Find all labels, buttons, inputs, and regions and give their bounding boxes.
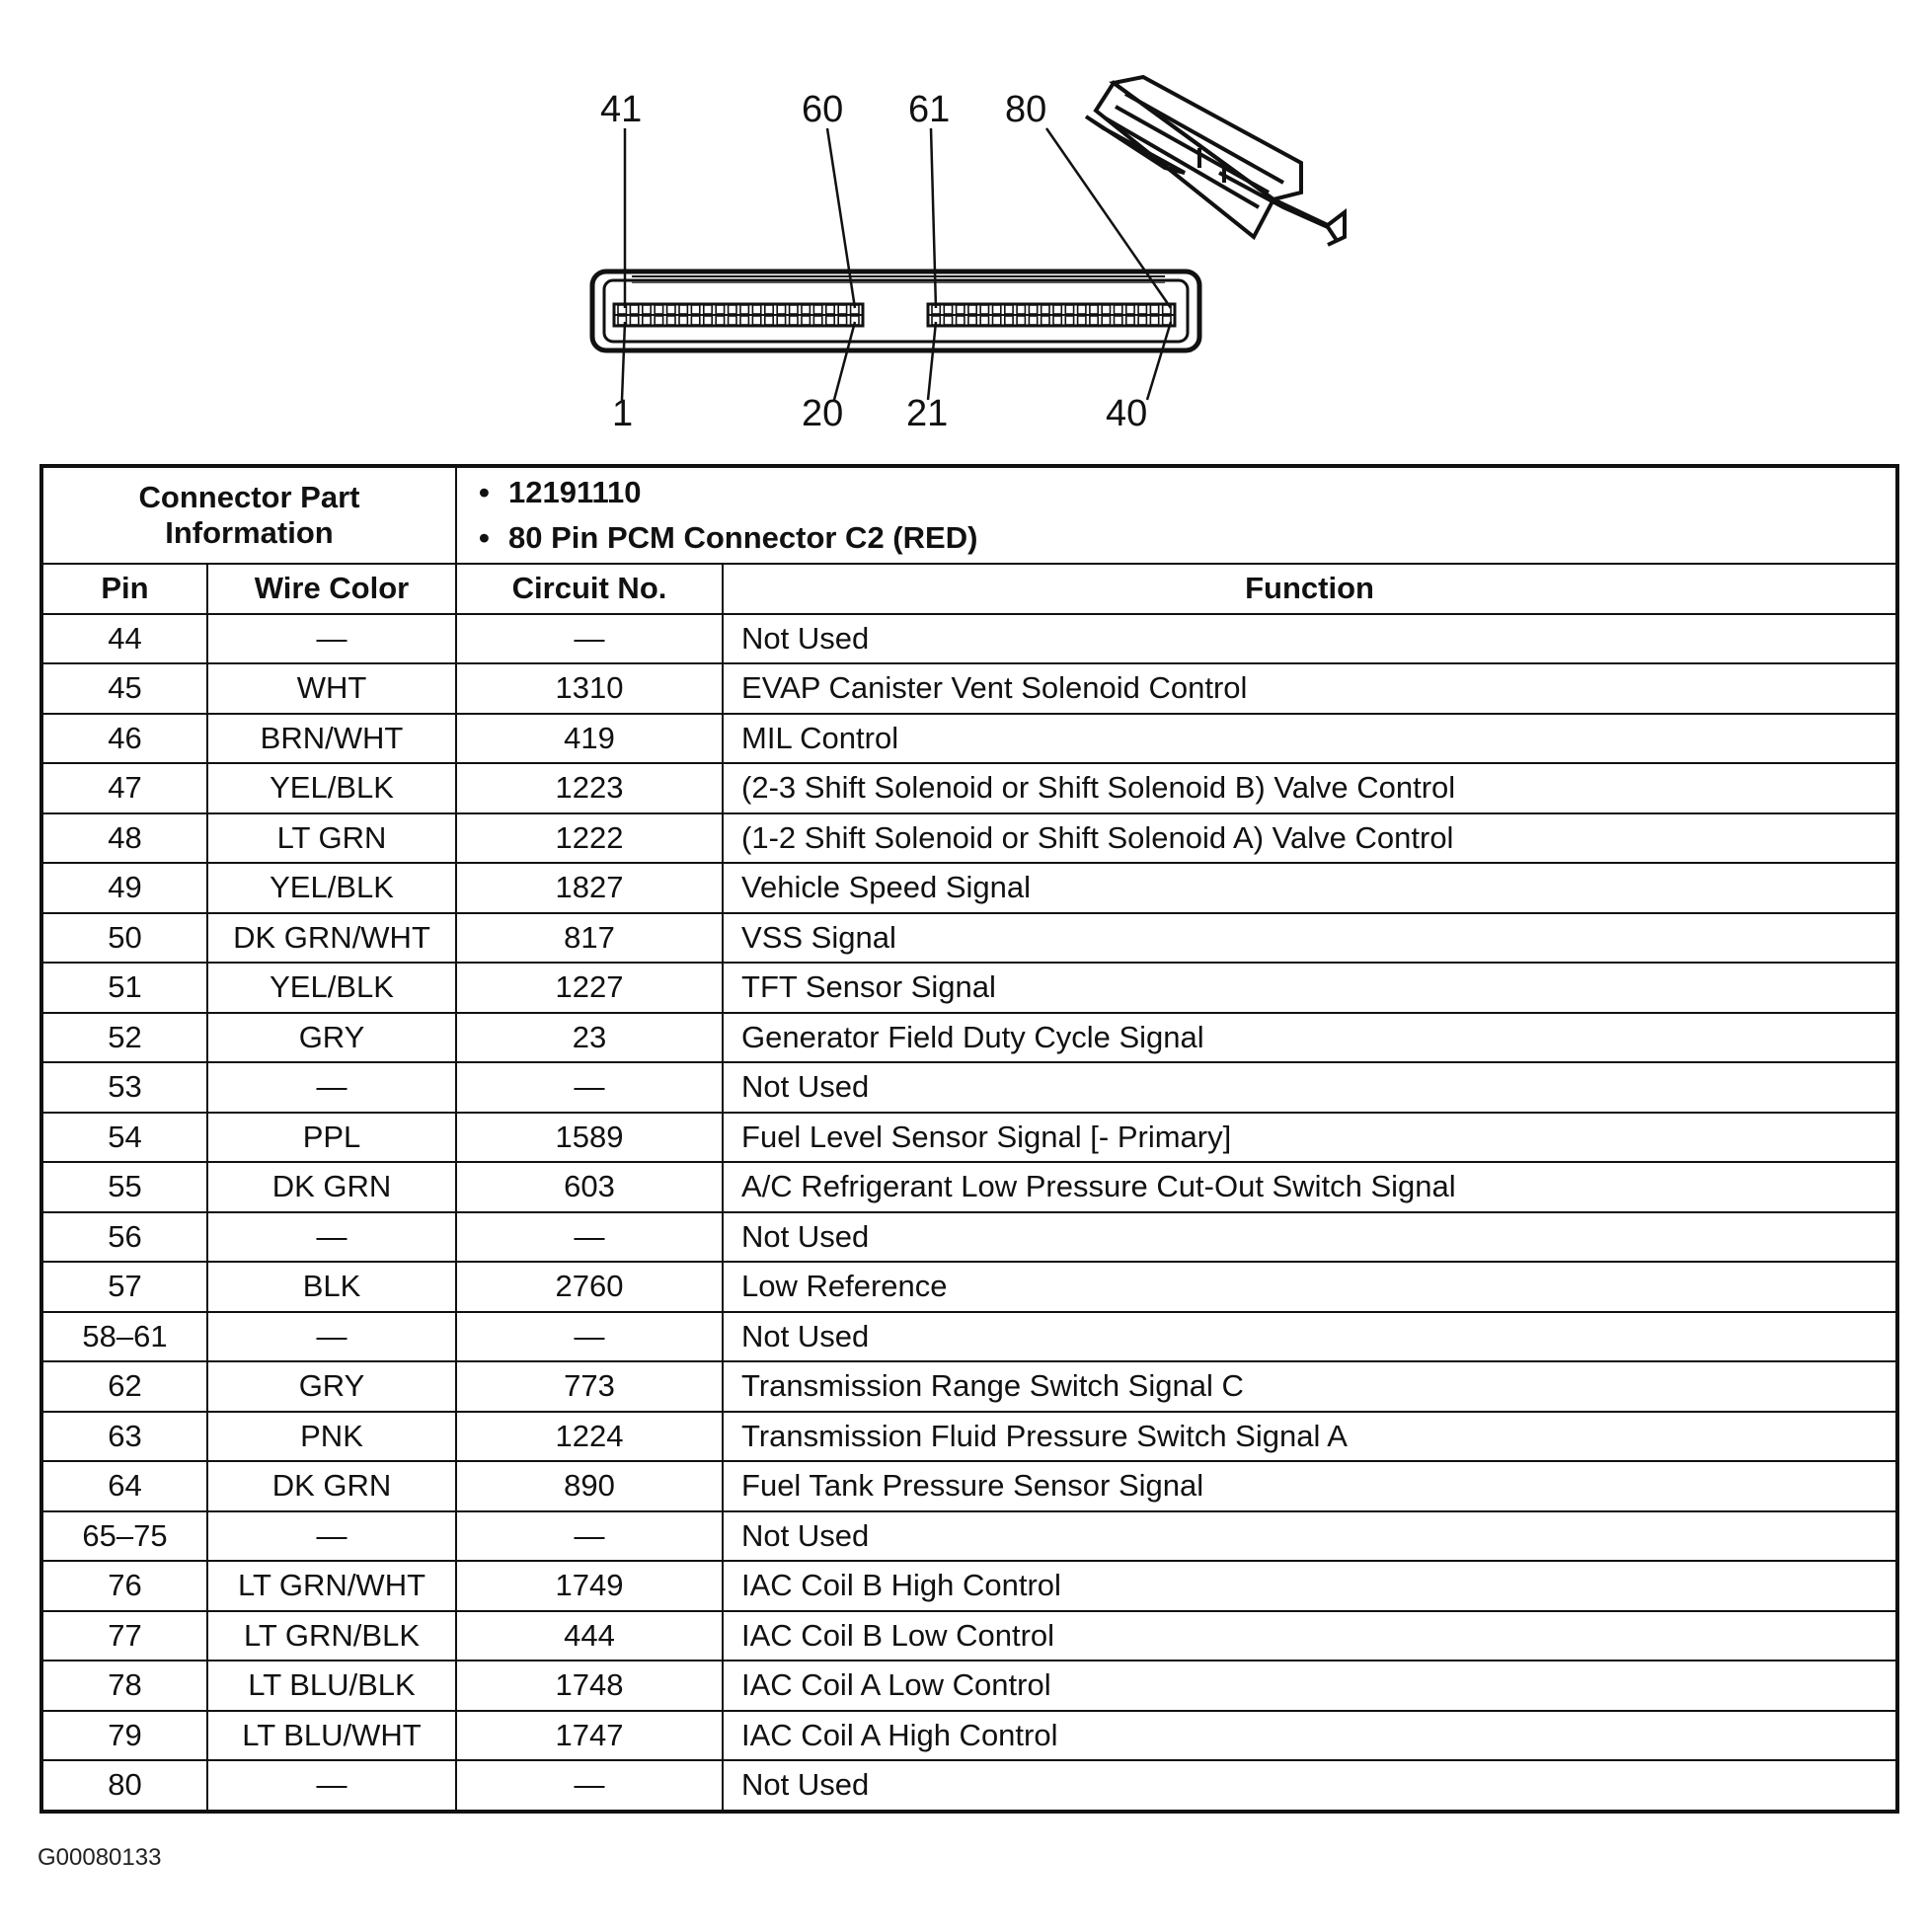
pin-cavity <box>1017 316 1025 325</box>
cell-circuit-no: — <box>456 1212 723 1263</box>
pin-cavity <box>838 316 846 325</box>
cell-function: Not Used <box>723 1511 1897 1562</box>
pin-cavity <box>802 316 810 325</box>
cell-function: IAC Coil A High Control <box>723 1711 1897 1761</box>
cell-function: VSS Signal <box>723 913 1897 964</box>
pin-cavity <box>944 316 952 325</box>
header-row <box>41 564 1897 614</box>
pin-cavity <box>1126 316 1134 325</box>
cell-circuit-no: — <box>456 1312 723 1362</box>
cell-circuit-no: 1749 <box>456 1561 723 1611</box>
cell-circuit-no: — <box>456 1760 723 1812</box>
pin-cavity <box>790 316 798 325</box>
cell-wire-color: DK GRN/WHT <box>207 913 456 964</box>
cell-function: Fuel Level Sensor Signal [- Primary] <box>723 1113 1897 1163</box>
cell-function: Transmission Fluid Pressure Switch Signal A <box>723 1412 1897 1462</box>
cell-pin: 55 <box>41 1162 207 1212</box>
connector-info-list <box>456 466 1897 564</box>
cell-circuit-no: — <box>456 1062 723 1113</box>
pin-cavity <box>1065 305 1073 314</box>
pin-cavity <box>1042 305 1049 314</box>
pin-cavity <box>838 305 846 314</box>
pin-cavity <box>729 316 736 325</box>
pin-cavity <box>691 305 699 314</box>
pin-cavity <box>802 305 810 314</box>
cell-function: (1-2 Shift Solenoid or Shift Solenoid A) Valve Control <box>723 813 1897 864</box>
cell-wire-color: YEL/BLK <box>207 963 456 1013</box>
pin-cavity <box>752 305 760 314</box>
table-row <box>41 963 1897 1013</box>
cell-circuit-no: 1224 <box>456 1412 723 1462</box>
pin-cavity <box>643 305 651 314</box>
pin-cavity <box>1078 316 1086 325</box>
table-row <box>41 1212 1897 1263</box>
pin-cavity <box>1078 305 1086 314</box>
pin-label-61: 61 <box>908 89 951 130</box>
cell-wire-color: — <box>207 1212 456 1263</box>
pin-cavity <box>1090 305 1098 314</box>
table-row <box>41 1013 1897 1063</box>
pin-cavity <box>740 305 748 314</box>
cell-wire-color: YEL/BLK <box>207 763 456 813</box>
pin-cavity <box>1065 316 1073 325</box>
cell-function: Vehicle Speed Signal <box>723 863 1897 913</box>
pin-cavity <box>968 305 976 314</box>
cell-function: Not Used <box>723 1760 1897 1812</box>
table-row <box>41 863 1897 913</box>
cell-pin: 53 <box>41 1062 207 1113</box>
connector-info-label-line2: Information <box>165 515 334 550</box>
bullet: • <box>479 475 490 509</box>
pin-cavity <box>1115 316 1122 325</box>
pin-cavity <box>1053 316 1061 325</box>
connector-diagram <box>0 0 1929 454</box>
cell-pin: 80 <box>41 1760 207 1812</box>
cell-function: MIL Control <box>723 714 1897 764</box>
table-row <box>41 1611 1897 1662</box>
cell-function: EVAP Canister Vent Solenoid Control <box>723 663 1897 714</box>
connector-info-item <box>479 470 1895 515</box>
connector-info-label-line1: Connector Part <box>138 480 360 514</box>
figure-code: G00080133 <box>38 1844 162 1871</box>
connector-info-label <box>41 466 456 564</box>
pin-cavity <box>704 316 712 325</box>
connector-face <box>592 271 1199 350</box>
cell-circuit-no: 890 <box>456 1461 723 1511</box>
cell-circuit-no: 1748 <box>456 1661 723 1711</box>
cell-circuit-no: 1589 <box>456 1113 723 1163</box>
cell-wire-color: GRY <box>207 1361 456 1412</box>
cell-circuit-no: 1827 <box>456 863 723 913</box>
table-row <box>41 1312 1897 1362</box>
connector-info-item <box>479 515 1895 561</box>
pin-cavity <box>826 305 834 314</box>
cell-pin: 78 <box>41 1661 207 1711</box>
cell-function: (2-3 Shift Solenoid or Shift Solenoid B) Valve Control <box>723 763 1897 813</box>
pin-cavity <box>655 305 662 314</box>
cell-wire-color: DK GRN <box>207 1162 456 1212</box>
pin-cavity <box>957 316 964 325</box>
pin-cavity <box>1029 305 1037 314</box>
pin-cavity <box>765 305 773 314</box>
table-row <box>41 1511 1897 1562</box>
pin-cavity <box>957 305 964 314</box>
cell-pin: 57 <box>41 1262 207 1312</box>
cell-pin: 79 <box>41 1711 207 1761</box>
cell-circuit-no: 444 <box>456 1611 723 1662</box>
pin-cavity <box>667 305 675 314</box>
cell-wire-color: PNK <box>207 1412 456 1462</box>
pin-cavity <box>1115 305 1122 314</box>
pin-cavity <box>993 305 1001 314</box>
pin-cavity <box>1053 305 1061 314</box>
pin-cavity <box>777 305 785 314</box>
pin-cavity <box>740 316 748 325</box>
cell-wire-color: — <box>207 1511 456 1562</box>
cell-circuit-no: 23 <box>456 1013 723 1063</box>
pin-cavity <box>813 305 821 314</box>
cell-circuit-no: — <box>456 1511 723 1562</box>
cell-pin: 48 <box>41 813 207 864</box>
pin-cavity <box>655 316 662 325</box>
table-row <box>41 1361 1897 1412</box>
pin-cavity <box>765 316 773 325</box>
cell-function: Not Used <box>723 614 1897 664</box>
cell-wire-color: — <box>207 1312 456 1362</box>
pin-cavity <box>993 316 1001 325</box>
pin-label-21: 21 <box>906 393 949 434</box>
cell-pin: 54 <box>41 1113 207 1163</box>
pin-label-1: 1 <box>612 393 634 434</box>
cell-wire-color: LT GRN <box>207 813 456 864</box>
cell-function: Fuel Tank Pressure Sensor Signal <box>723 1461 1897 1511</box>
pin-label-80: 80 <box>1005 89 1047 130</box>
cell-function: Not Used <box>723 1312 1897 1362</box>
header-function: Function <box>723 564 1897 614</box>
cell-circuit-no: 1310 <box>456 663 723 714</box>
cell-wire-color: LT GRN/WHT <box>207 1561 456 1611</box>
pin-cavity <box>1102 316 1110 325</box>
pin-cavity <box>630 305 638 314</box>
cell-wire-color: LT BLU/WHT <box>207 1711 456 1761</box>
table-row <box>41 1062 1897 1113</box>
pin-cavity <box>691 316 699 325</box>
cell-function: Not Used <box>723 1212 1897 1263</box>
cell-pin: 46 <box>41 714 207 764</box>
cell-pin: 62 <box>41 1361 207 1412</box>
table-row <box>41 1760 1897 1812</box>
pin-cavity <box>1005 316 1013 325</box>
cell-pin: 51 <box>41 963 207 1013</box>
cell-wire-color: — <box>207 1062 456 1113</box>
pin-cavity <box>1150 316 1158 325</box>
connector-description: 80 Pin PCM Connector C2 (RED) <box>508 520 978 555</box>
pin-cavity <box>813 316 821 325</box>
pin-cavity <box>679 316 687 325</box>
cell-circuit-no: 1227 <box>456 963 723 1013</box>
pin-cavity <box>777 316 785 325</box>
cell-pin: 52 <box>41 1013 207 1063</box>
table-row <box>41 1661 1897 1711</box>
pin-cavity <box>1126 305 1134 314</box>
cell-circuit-no: 2760 <box>456 1262 723 1312</box>
cell-wire-color: LT BLU/BLK <box>207 1661 456 1711</box>
table-row <box>41 763 1897 813</box>
cell-circuit-no: — <box>456 614 723 664</box>
pin-cavity <box>1029 316 1037 325</box>
cell-circuit-no: 1747 <box>456 1711 723 1761</box>
cell-wire-color: GRY <box>207 1013 456 1063</box>
cell-wire-color: BLK <box>207 1262 456 1312</box>
table-row <box>41 1162 1897 1212</box>
table-row <box>41 1711 1897 1761</box>
pin-cavity <box>980 305 988 314</box>
table-row <box>41 1113 1897 1163</box>
bullet: • <box>479 520 490 555</box>
table-row <box>41 1561 1897 1611</box>
pin-cavity <box>630 316 638 325</box>
pin-cavity <box>826 316 834 325</box>
pin-label-40: 40 <box>1106 393 1148 434</box>
connector-isometric <box>1086 77 1345 245</box>
cell-wire-color: — <box>207 614 456 664</box>
pin-cavity <box>667 316 675 325</box>
cell-wire-color: DK GRN <box>207 1461 456 1511</box>
cell-pin: 50 <box>41 913 207 964</box>
pin-cavity <box>980 316 988 325</box>
cell-wire-color: LT GRN/BLK <box>207 1611 456 1662</box>
cell-wire-color: PPL <box>207 1113 456 1163</box>
pinout-table <box>39 464 1899 1814</box>
pin-cavity <box>1042 316 1049 325</box>
cell-pin: 63 <box>41 1412 207 1462</box>
cell-wire-color: YEL/BLK <box>207 863 456 913</box>
connector-part-number: 12191110 <box>508 475 642 509</box>
cell-function: IAC Coil B High Control <box>723 1561 1897 1611</box>
pin-cavity <box>752 316 760 325</box>
table-row <box>41 913 1897 964</box>
pin-label-41: 41 <box>600 89 643 130</box>
connector-info-row <box>41 466 1897 564</box>
cell-pin: 49 <box>41 863 207 913</box>
cell-function: TFT Sensor Signal <box>723 963 1897 1013</box>
cell-pin: 56 <box>41 1212 207 1263</box>
pin-cavity <box>1017 305 1025 314</box>
pin-cavity <box>1005 305 1013 314</box>
table-row <box>41 714 1897 764</box>
table-row <box>41 813 1897 864</box>
cell-circuit-no: 817 <box>456 913 723 964</box>
cell-pin: 76 <box>41 1561 207 1611</box>
cell-pin: 47 <box>41 763 207 813</box>
cell-function: Generator Field Duty Cycle Signal <box>723 1013 1897 1063</box>
pin-cavity <box>968 316 976 325</box>
pin-cavity <box>716 305 724 314</box>
cell-circuit-no: 1223 <box>456 763 723 813</box>
pin-cavity <box>790 305 798 314</box>
cell-pin: 65–75 <box>41 1511 207 1562</box>
pin-cavity <box>1150 305 1158 314</box>
cell-pin: 44 <box>41 614 207 664</box>
cell-function: IAC Coil A Low Control <box>723 1661 1897 1711</box>
pin-cavity <box>679 305 687 314</box>
cell-function: IAC Coil B Low Control <box>723 1611 1897 1662</box>
pin-cavity <box>729 305 736 314</box>
cell-pin: 77 <box>41 1611 207 1662</box>
cell-circuit-no: 603 <box>456 1162 723 1212</box>
table-row <box>41 1262 1897 1312</box>
pin-cavity <box>1102 305 1110 314</box>
pin-cavity <box>1090 316 1098 325</box>
pin-cavity <box>1138 305 1146 314</box>
cell-function: A/C Refrigerant Low Pressure Cut-Out Switch Signal <box>723 1162 1897 1212</box>
cell-pin: 58–61 <box>41 1312 207 1362</box>
table-row <box>41 1412 1897 1462</box>
pin-cavity <box>944 305 952 314</box>
pin-cavity <box>716 316 724 325</box>
cell-wire-color: WHT <box>207 663 456 714</box>
leader-lines <box>622 128 1171 400</box>
header-wire-color: Wire Color <box>207 564 456 614</box>
pin-label-20: 20 <box>802 393 844 434</box>
cell-pin: 64 <box>41 1461 207 1511</box>
cell-wire-color: — <box>207 1760 456 1812</box>
table-row <box>41 614 1897 664</box>
table-row <box>41 663 1897 714</box>
cell-function: Transmission Range Switch Signal C <box>723 1361 1897 1412</box>
cell-function: Low Reference <box>723 1262 1897 1312</box>
cell-circuit-no: 773 <box>456 1361 723 1412</box>
pin-cavity <box>1138 316 1146 325</box>
pin-cavity <box>643 316 651 325</box>
table-row <box>41 1461 1897 1511</box>
header-pin: Pin <box>41 564 207 614</box>
pin-cavity <box>704 305 712 314</box>
cell-pin: 45 <box>41 663 207 714</box>
pin-label-60: 60 <box>802 89 844 130</box>
cell-function: Not Used <box>723 1062 1897 1113</box>
cell-circuit-no: 1222 <box>456 813 723 864</box>
header-circuit-no: Circuit No. <box>456 564 723 614</box>
cell-wire-color: BRN/WHT <box>207 714 456 764</box>
cell-circuit-no: 419 <box>456 714 723 764</box>
